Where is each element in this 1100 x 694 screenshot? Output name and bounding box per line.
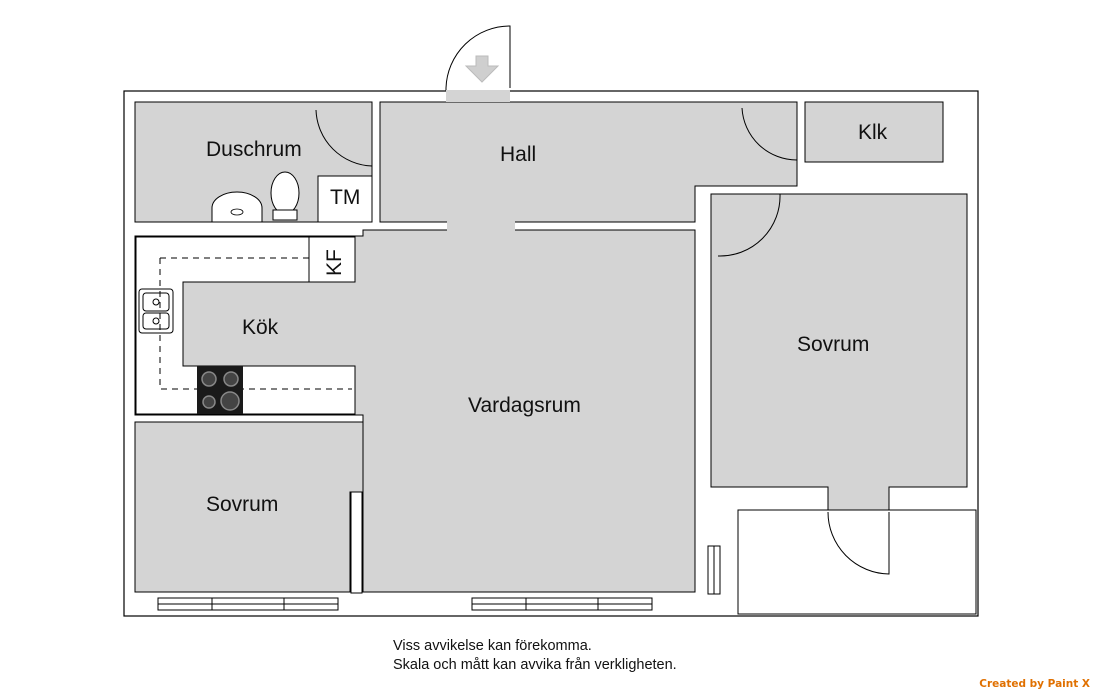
disclaimer-line-2: Skala och mått kan avvika från verkligheten. bbox=[393, 657, 677, 673]
sink-icon bbox=[212, 192, 262, 222]
balcony bbox=[738, 510, 976, 614]
window-left bbox=[158, 598, 338, 610]
wall-segment bbox=[351, 492, 362, 593]
label-hall: Hall bbox=[500, 143, 537, 166]
doorway-floor bbox=[447, 221, 515, 231]
disclaimer bbox=[393, 637, 677, 675]
label-klk: Klk bbox=[858, 121, 888, 144]
stove-icon bbox=[197, 366, 243, 414]
label-kf: KF bbox=[323, 249, 346, 276]
window-side bbox=[708, 546, 720, 594]
label-vardagsrum: Vardagsrum bbox=[468, 394, 581, 417]
toilet-icon bbox=[271, 172, 299, 220]
disclaimer-line-1: Viss avvikelse kan förekomma. bbox=[393, 638, 592, 654]
label-tm: TM bbox=[330, 186, 361, 209]
label-duschrum: Duschrum bbox=[206, 138, 302, 161]
entrance-arrow-icon bbox=[466, 56, 498, 82]
credit-text: Created by Paint X bbox=[979, 678, 1090, 690]
window-center bbox=[472, 598, 652, 610]
label-sovrum-left: Sovrum bbox=[206, 493, 279, 516]
kitchen-sink-icon bbox=[139, 289, 173, 333]
label-sovrum-right: Sovrum bbox=[797, 333, 870, 356]
label-kok: Kök bbox=[242, 316, 279, 339]
entrance-floor bbox=[446, 90, 510, 102]
